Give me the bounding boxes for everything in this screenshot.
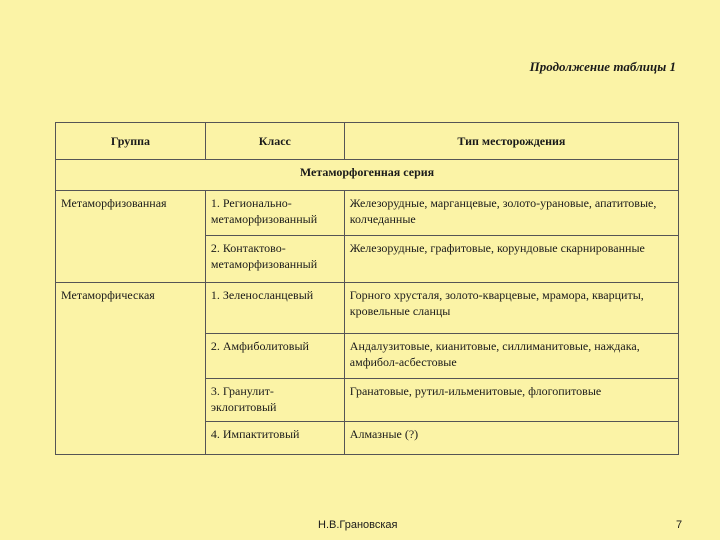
deposit-table: [55, 122, 679, 455]
header-deposit-type: Тип месторождения: [344, 123, 678, 160]
header-group: Группа: [56, 123, 206, 160]
table-caption: Продолжение таблицы 1: [529, 59, 676, 74]
table-row: [56, 283, 679, 334]
series-label: Метаморфогенная серия: [56, 160, 679, 191]
series-row: [56, 160, 679, 191]
class-cell: 2. Амфиболитовый: [205, 334, 344, 379]
group-cell: Метаморфизованная: [56, 191, 206, 283]
class-cell: 1. Зеленосланцевый: [205, 283, 344, 334]
footer-author: Н.В.Грановская: [318, 519, 398, 531]
type-cell: Железорудные, графитовые, корундовые скарнированные: [344, 236, 678, 283]
class-cell: 1. Регионально-метаморфизованный: [205, 191, 344, 236]
type-cell: Андалузитовые, кианитовые, силлиманитовые, наждака, амфибол-асбестовые: [344, 334, 678, 379]
table-row: [56, 191, 679, 236]
type-cell: Алмазные (?): [344, 422, 678, 455]
type-cell: Гранатовые, рутил-ильменитовые, флогопитовые: [344, 379, 678, 422]
class-cell: 4. Импактитовый: [205, 422, 344, 455]
header-class: Класс: [205, 123, 344, 160]
type-cell: Железорудные, марганцевые, золото-урановые, апатитовые, колчеданные: [344, 191, 678, 236]
group-cell: Метаморфическая: [56, 283, 206, 455]
page-number: 7: [676, 519, 683, 531]
type-cell: Горного хрусталя, золото-кварцевые, мрамора, кварциты, кровельные сланцы: [344, 283, 678, 334]
table-header-row: [56, 123, 679, 160]
class-cell: 3. Гранулит-эклогитовый: [205, 379, 344, 422]
class-cell: 2. Контактово-метаморфизованный: [205, 236, 344, 283]
